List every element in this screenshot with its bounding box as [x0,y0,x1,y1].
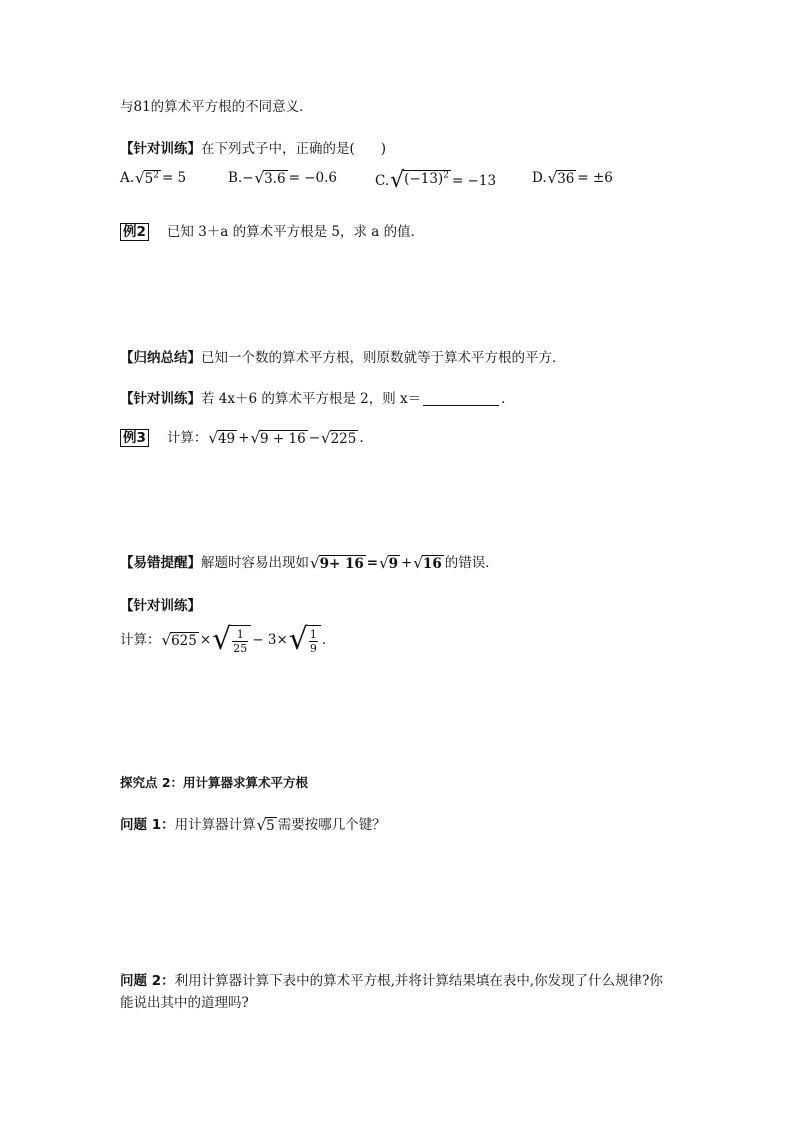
training-3-minus-three: − 3× [252,632,288,648]
example-3-radical-1: √ 49 [208,428,236,447]
option-c[interactable] [375,168,496,194]
mistake-plus: + [401,555,413,571]
option-a-label: A. [120,170,135,186]
mistake-radical-3: √ 16 [413,553,442,572]
question-2-tag: 问题 2： [120,973,175,989]
option-d-label: D. [532,170,547,186]
fraction-2-denominator: 9 [309,642,317,655]
option-a-exponent: 2 [153,170,159,180]
intro-text: 与81的算术平方根的不同意义． [120,99,313,115]
example-3-minus: − [308,430,321,446]
example-3 [120,428,364,448]
mistake-prefix: 解题时容易出现如 [201,555,309,571]
option-b[interactable] [228,168,337,188]
question-1-tag: 问题 1： [120,817,175,833]
mistake-tag: 【易错提醒】 [120,555,201,571]
question-2-text-1: 利用计算器计算下表中的算术平方根,并将计算结果填在表中,你发现了什么规律?你 [174,973,663,989]
training-3-radicand-1: 625 [171,632,197,649]
training-3-tag-line [120,596,201,616]
option-c-radicand: (−13) [404,171,444,187]
example-3-radicand-1: 49 [217,430,236,447]
mistake-radical-2: √ 9 [379,553,399,572]
mistake-radicand-1: 9+ 16 [319,555,364,572]
option-d[interactable] [532,168,613,188]
option-a-radicand: 5 [144,170,154,187]
option-d-radicand: 36 [557,170,575,187]
explore-point-2-heading [120,773,308,793]
training-3-radical-1: √ 625 [161,630,197,649]
question-1-suffix: 需要按哪几个键？ [277,817,386,833]
training-3-prefix: 计算： [120,632,161,648]
option-c-label: C. [375,173,390,189]
summary [120,348,566,368]
example-3-radicand-2: 9 + 16 [260,430,306,447]
option-d-rest: = ±6 [577,170,613,186]
option-a-rest: = 5 [161,170,187,186]
example-2 [120,222,424,242]
example-2-tag: 例2 [120,223,149,241]
training-2-tag: 【针对训练】 [120,391,201,407]
example-3-radical-2: √ 9 + 16 [250,428,306,447]
question-1 [120,815,386,835]
explore-point-2-title: 探究点 2：用计算器求算术平方根 [120,775,309,790]
training-tag: 【针对训练】 [120,141,201,157]
paren-close: ) [380,141,387,157]
mistake-radicand-2: 9 [388,555,399,572]
option-a-radical: √ $5^2$ [135,168,159,187]
training-3-radical-frac-1: √ $\frac{1}{25}$ [212,622,251,658]
answer-blank[interactable] [423,392,499,406]
example-3-radical-3: √ 225 [321,428,357,447]
fraction-1-denominator: 25 [233,642,248,655]
option-a[interactable] [120,168,186,188]
example-3-tag: 例3 [120,429,149,447]
question-2-text-2: 能说出其中的道理吗? [120,995,249,1011]
training-2 [120,389,505,409]
option-b-radical: √ 3.6 [254,168,286,187]
question-1-radicand: 5 [266,817,275,834]
mistake-reminder [120,553,499,573]
training-3-end: . [321,632,327,648]
example-3-prefix: 计算： [166,430,208,446]
option-b-prefix: − [242,170,254,186]
example-3-radicand-3: 225 [330,430,357,447]
option-c-exponent: 2 [443,170,449,181]
example-3-plus: + [238,430,250,446]
training-3-times: × [199,632,212,648]
option-b-radicand: 3.6 [264,170,286,187]
training-3-expression [120,620,326,660]
intro-line [120,97,313,117]
training-1-text: 在下列式子中，正确的是( [201,141,355,157]
option-b-label: B. [228,170,243,186]
option-d-radical: √ 36 [547,168,575,187]
summary-text: 已知一个数的算术平方根，则原数就等于算术平方根的平方． [201,350,566,366]
training-1-options [120,168,680,194]
mistake-suffix: 的错误． [444,555,499,571]
training-3-tag: 【针对训练】 [120,598,201,614]
option-b-rest: = −0.6 [288,170,337,186]
summary-tag: 【归纳总结】 [120,350,201,366]
example-2-text: 已知 3＋a 的算术平方根是 5，求 a 的值． [166,224,425,240]
option-c-radical: √ $(-13)^2$ [390,168,449,193]
training-2-end: . [501,391,506,407]
question-2-line-1 [120,971,663,991]
mistake-radicand-3: 16 [422,555,442,572]
fraction-1-numerator: 1 [236,628,244,641]
training-3-radical-frac-2: √ $\frac{1}{9}$ [289,622,321,658]
question-2-line-2 [120,993,249,1013]
mistake-equals: = [366,555,379,571]
training-1-question [120,139,386,159]
question-1-radical: √ 5 [256,815,275,834]
example-3-end: . [359,430,364,446]
question-1-prefix: 用计算器计算 [174,817,256,833]
fraction-2-numerator: 1 [309,628,317,641]
mistake-radical-1: √ 9+ 16 [310,553,364,572]
training-2-text: 若 4x＋6 的算术平方根是 2，则 x＝ [201,391,422,407]
option-c-rest: = −13 [451,173,497,189]
